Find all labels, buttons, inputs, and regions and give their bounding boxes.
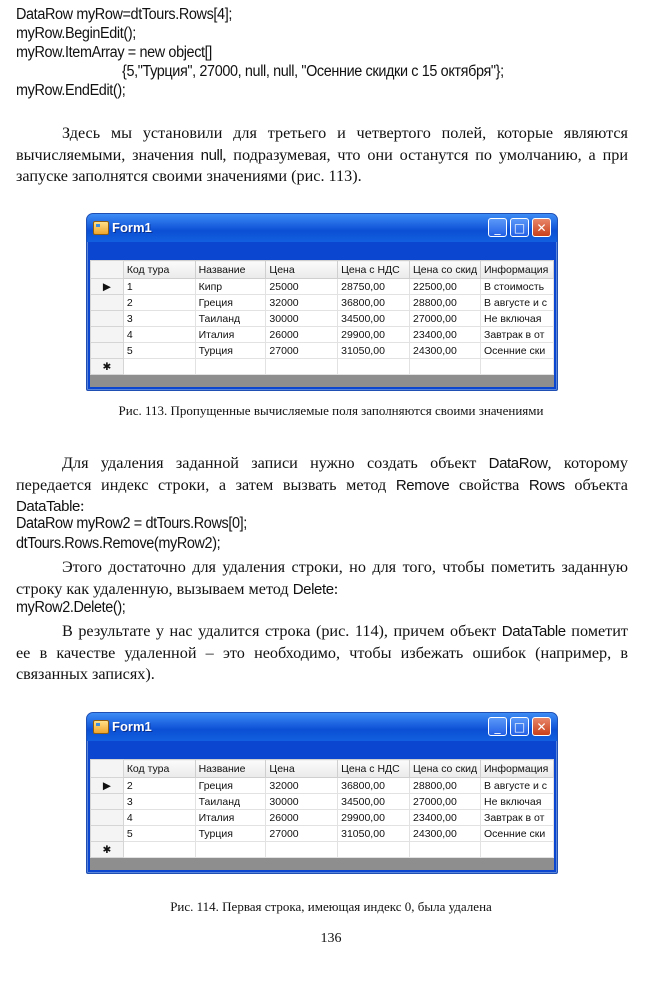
code-line: DataRow myRow=dtTours.Rows[4]; <box>16 6 232 23</box>
column-header[interactable]: Название <box>195 261 266 279</box>
grid-cell[interactable]: 36800,00 <box>338 778 410 794</box>
column-header[interactable]: Цена <box>266 261 338 279</box>
table-row[interactable] <box>91 327 554 343</box>
grid-cell[interactable]: 30000 <box>266 794 338 810</box>
column-header[interactable]: Цена с НДС <box>338 760 410 778</box>
minimize-button[interactable]: _ <box>488 717 507 736</box>
column-header[interactable]: Код тура <box>123 760 195 778</box>
grid-cell[interactable]: 22500,00 <box>410 279 481 295</box>
code-line: dtTours.Rows.Remove(myRow2); <box>16 535 221 552</box>
grid-cell[interactable]: 23400,00 <box>410 810 481 826</box>
grid-cell[interactable]: 28750,00 <box>338 279 410 295</box>
code-line: myRow.BeginEdit(); <box>16 25 136 42</box>
grid-cell[interactable]: Не включая <box>481 794 554 810</box>
column-header[interactable]: Название <box>195 760 266 778</box>
grid-cell-empty[interactable] <box>123 359 195 375</box>
grid-cell[interactable]: 34500,00 <box>338 311 410 327</box>
grid-cell[interactable]: 31050,00 <box>338 343 410 359</box>
grid-cell[interactable]: В стоимость <box>481 279 554 295</box>
maximize-button[interactable]: □ <box>510 717 529 736</box>
table-row[interactable] <box>91 810 554 826</box>
grid-cell[interactable]: 1 <box>123 279 195 295</box>
grid-cell[interactable]: 28800,00 <box>410 295 481 311</box>
code-line: {5,"Турция", 27000, null, null, "Осенние скидки с 15 октября"}; <box>122 63 504 80</box>
grid-cell[interactable]: 5 <box>123 343 195 359</box>
row-header[interactable] <box>91 794 124 810</box>
new-row[interactable] <box>91 359 554 375</box>
grid-cell[interactable]: Греция <box>195 778 266 794</box>
form1-window-113 <box>86 213 558 391</box>
grid-cell[interactable]: 24300,00 <box>410 826 481 842</box>
grid-cell[interactable]: 23400,00 <box>410 327 481 343</box>
paragraph-3: Этого достаточно для удаления строки, но для того, чтобы пометить заданную строку как удаленную, вызываем метод Delete: <box>16 558 628 598</box>
grid-cell-empty[interactable] <box>195 842 266 858</box>
table-row[interactable] <box>91 295 554 311</box>
table-row[interactable] <box>91 279 554 295</box>
new-row[interactable] <box>91 842 554 858</box>
row-header[interactable] <box>91 826 124 842</box>
grid-cell-empty[interactable] <box>123 842 195 858</box>
grid-cell[interactable]: 28800,00 <box>410 778 481 794</box>
grid-cell[interactable]: 27000,00 <box>410 794 481 810</box>
new-row-marker[interactable]: ✱ <box>91 842 124 858</box>
grid-cell[interactable]: Кипр <box>195 279 266 295</box>
close-button[interactable]: ✕ <box>532 717 551 736</box>
grid-cell[interactable]: Не включая <box>481 311 554 327</box>
grid-cell[interactable]: В августе и с <box>481 778 554 794</box>
grid-cell[interactable]: Турция <box>195 826 266 842</box>
grid-cell[interactable]: 27000,00 <box>410 311 481 327</box>
grid-cell-empty[interactable] <box>481 842 554 858</box>
grid-cell[interactable]: 29900,00 <box>338 327 410 343</box>
table-row[interactable] <box>91 778 554 794</box>
row-header[interactable] <box>91 311 124 327</box>
window-title: Form1 <box>112 220 152 235</box>
code-line: myRow.ItemArray = new object[] <box>16 44 212 61</box>
grid-cell[interactable]: Италия <box>195 327 266 343</box>
figure-caption-113: Рис. 113. Пропущенные вычисляемые поля заполняются своими значениями <box>118 403 544 418</box>
grid-cell-empty[interactable] <box>338 842 410 858</box>
grid-cell[interactable]: 4 <box>123 810 195 826</box>
grid-cell[interactable]: 2 <box>123 295 195 311</box>
maximize-button[interactable]: □ <box>510 218 529 237</box>
grid-cell[interactable]: 25000 <box>266 279 338 295</box>
new-row-marker[interactable]: ✱ <box>91 359 124 375</box>
title-bar[interactable] <box>87 214 557 242</box>
grid-cell[interactable]: 4 <box>123 327 195 343</box>
column-header[interactable]: Цена <box>266 760 338 778</box>
grid-cell-empty[interactable] <box>266 842 338 858</box>
table-row[interactable] <box>91 343 554 359</box>
column-header[interactable]: Информация <box>481 760 554 778</box>
column-header[interactable]: Цена со скид <box>410 760 481 778</box>
toolbar-strip <box>90 242 554 260</box>
grid-cell[interactable]: 31050,00 <box>338 826 410 842</box>
row-header[interactable] <box>91 295 124 311</box>
grid-corner <box>91 261 124 279</box>
data-grid[interactable] <box>90 759 554 870</box>
figure-caption-114: Рис. 114. Первая строка, имеющая индекс 0, была удалена <box>170 899 492 914</box>
table-row[interactable] <box>91 794 554 810</box>
grid-cell[interactable]: 34500,00 <box>338 794 410 810</box>
grid-empty-area <box>90 375 554 387</box>
column-header[interactable]: Цена с НДС <box>338 261 410 279</box>
grid-corner <box>91 760 124 778</box>
grid-cell[interactable]: 29900,00 <box>338 810 410 826</box>
form-icon <box>93 720 109 734</box>
grid-cell-empty[interactable] <box>266 359 338 375</box>
grid-cell[interactable]: 32000 <box>266 295 338 311</box>
grid-cell[interactable]: 32000 <box>266 778 338 794</box>
grid-cell[interactable]: Завтрак в от <box>481 810 554 826</box>
grid-cell[interactable]: Осенние ски <box>481 343 554 359</box>
grid-cell[interactable]: Завтрак в от <box>481 327 554 343</box>
grid-header-row <box>91 261 554 279</box>
data-grid[interactable] <box>90 260 554 387</box>
grid-cell[interactable]: В августе и с <box>481 295 554 311</box>
grid-cell[interactable]: Турция <box>195 343 266 359</box>
minimize-button[interactable]: _ <box>488 218 507 237</box>
window-client <box>90 242 554 387</box>
column-header[interactable]: Цена со скид <box>410 261 481 279</box>
column-header[interactable]: Информация <box>481 261 554 279</box>
row-header[interactable]: ▶ <box>91 778 124 794</box>
paragraph-1: Здесь мы установили для третьего и четвертого полей, которые являются вычисляемыми, значения null, подразумевая, что они останутся по умолчанию, а при запуске заполнятся своими значениями (рис. 113). <box>16 124 629 185</box>
paragraph-2: Для удаления заданной записи нужно создать объект DataRow, которому передается индекс строки, а затем вызвать метод Remove свойства Rows объекта DataTable: <box>16 454 629 515</box>
grid-cell[interactable]: 26000 <box>266 810 338 826</box>
grid-cell[interactable]: 24300,00 <box>410 343 481 359</box>
grid-cell[interactable]: Таиланд <box>195 311 266 327</box>
row-header[interactable] <box>91 343 124 359</box>
grid-cell[interactable]: 27000 <box>266 826 338 842</box>
title-bar[interactable] <box>87 713 557 741</box>
grid-cell[interactable]: Италия <box>195 810 266 826</box>
paragraph-4: В результате у нас удалится строка (рис. 114), причем объект DataTable пометит ее в качестве удаленной – это необходимо, чтобы избежать ошибок (например, в связанных записях). <box>16 622 628 683</box>
grid-cell[interactable]: Осенние ски <box>481 826 554 842</box>
grid-cell[interactable]: Таиланд <box>195 794 266 810</box>
table-row[interactable] <box>91 826 554 842</box>
window-client <box>90 741 554 870</box>
grid-header-row <box>91 760 554 778</box>
row-header[interactable] <box>91 327 124 343</box>
grid-cell-empty[interactable] <box>410 842 481 858</box>
grid-cell[interactable]: 3 <box>123 794 195 810</box>
grid-cell[interactable]: Греция <box>195 295 266 311</box>
grid-cell-empty[interactable] <box>195 359 266 375</box>
grid-cell-empty[interactable] <box>481 359 554 375</box>
code-line: DataRow myRow2 = dtTours.Rows[0]; <box>16 515 247 532</box>
column-header[interactable]: Код тура <box>123 261 195 279</box>
table-row[interactable] <box>91 311 554 327</box>
grid-cell[interactable]: 26000 <box>266 327 338 343</box>
close-button[interactable]: ✕ <box>532 218 551 237</box>
page-number: 136 <box>320 931 342 946</box>
grid-cell-empty[interactable] <box>338 359 410 375</box>
grid-empty-area <box>90 858 554 870</box>
grid-cell[interactable]: 5 <box>123 826 195 842</box>
grid-cell[interactable]: 2 <box>123 778 195 794</box>
grid-cell-empty[interactable] <box>410 359 481 375</box>
code-line: myRow.EndEdit(); <box>16 82 126 99</box>
grid-cell[interactable]: 36800,00 <box>338 295 410 311</box>
toolbar-strip <box>90 741 554 759</box>
row-header[interactable]: ▶ <box>91 279 124 295</box>
grid-cell[interactable]: 30000 <box>266 311 338 327</box>
row-header[interactable] <box>91 810 124 826</box>
grid-cell[interactable]: 3 <box>123 311 195 327</box>
form-icon <box>93 221 109 235</box>
grid-cell[interactable]: 27000 <box>266 343 338 359</box>
code-line: myRow2.Delete(); <box>16 599 126 616</box>
form1-window-114 <box>86 712 558 874</box>
window-title: Form1 <box>112 719 152 734</box>
